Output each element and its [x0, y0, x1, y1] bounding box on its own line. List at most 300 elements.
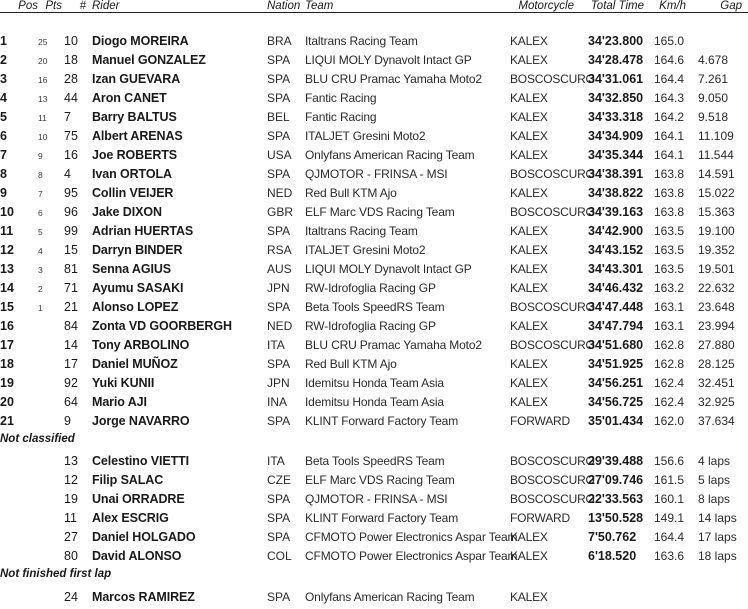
cell-nation: SPA [267, 166, 291, 181]
cell-team: Red Bull KTM Ajo [305, 185, 397, 200]
cell-kmh: 163.1 [654, 318, 685, 333]
cell-kmh: 163.5 [654, 242, 685, 257]
table-row[interactable] [0, 72, 748, 91]
cell-motorcycle: BOSCOSCURO [510, 454, 595, 469]
cell-rider-name: Celestino VIETTI [92, 454, 190, 469]
cell-kmh: 156.6 [654, 454, 685, 469]
cell-nation: ITA [267, 454, 285, 469]
cell-total-time: 34'56.251 [588, 375, 644, 390]
cell-position: 2 [0, 52, 7, 67]
cell-motorcycle: FORWARD [510, 413, 570, 428]
cell-motorcycle: KALEX [510, 90, 548, 105]
cell-position: 21 [0, 413, 14, 428]
cell-position: 19 [0, 375, 14, 390]
table-row[interactable] [0, 167, 748, 186]
cell-number: 9 [64, 413, 71, 428]
cell-points [38, 414, 64, 433]
cell-total-time: 7'50.762 [588, 530, 637, 545]
cell-rider-name: Izan GUEVARA [92, 71, 181, 86]
cell-team: LIQUI MOLY Dynavolt Intact GP [305, 261, 472, 276]
cell-number: 95 [64, 185, 78, 200]
cell-points [38, 511, 64, 530]
cell-kmh: 163.8 [654, 185, 685, 200]
cell-gap: 32.451 [698, 375, 735, 390]
cell-kmh: 164.3 [654, 90, 685, 105]
cell-number: 44 [64, 90, 78, 105]
cell-nation: SPA [267, 589, 291, 604]
cell-rider-name: Yuki KUNII [92, 375, 155, 390]
cell-position: 7 [0, 147, 7, 162]
cell-gap: 17 laps [698, 530, 737, 545]
cell-rider-name: Barry BALTUS [92, 109, 177, 124]
cell-nation: SPA [267, 299, 291, 314]
table-row[interactable] [0, 376, 748, 395]
cell-gap: 4.678 [698, 52, 729, 67]
cell-position: 13 [0, 261, 14, 276]
table-row[interactable] [0, 414, 748, 433]
cell-team: CFMOTO Power Electronics Aspar Team [305, 549, 518, 564]
cell-points: 20 [38, 55, 48, 66]
cell-motorcycle: BOSCOSCURO [510, 71, 595, 86]
cell-position: 6 [0, 128, 7, 143]
cell-number: 27 [64, 530, 78, 545]
cell-rider-name: Ivan ORTOLA [92, 166, 172, 181]
cell-team: ITALJET Gresini Moto2 [305, 242, 426, 257]
cell-rider-name: Tony ARBOLINO [92, 337, 190, 352]
cell-rider-name: Zonta VD GOORBERGH [92, 318, 232, 333]
cell-position [0, 473, 38, 492]
table-row[interactable] [0, 530, 748, 549]
cell-motorcycle: BOSCOSCURO [510, 299, 595, 314]
cell-nation: SPA [267, 530, 291, 545]
cell-gap: 19.100 [698, 223, 735, 238]
cell-number: 96 [64, 204, 78, 219]
cell-motorcycle: KALEX [510, 318, 548, 333]
cell-position: 17 [0, 337, 14, 352]
cell-team: Beta Tools SpeedRS Team [305, 454, 445, 469]
cell-kmh: 163.5 [654, 223, 685, 238]
cell-kmh: 163.5 [654, 261, 685, 276]
cell-total-time: 34'42.900 [588, 223, 644, 238]
cell-team: Idemitsu Honda Team Asia [305, 394, 444, 409]
cell-points: 10 [38, 131, 48, 142]
cell-kmh: 162.8 [654, 356, 685, 371]
cell-total-time: 35'01.434 [588, 413, 644, 428]
cell-number: 4 [64, 166, 71, 181]
cell-position [0, 590, 38, 609]
cell-rider-name: Alex ESCRIG [92, 511, 169, 526]
cell-rider-name: David ALONSO [92, 549, 182, 564]
cell-total-time: 34'56.725 [588, 394, 644, 409]
cell-number: 19 [64, 492, 78, 507]
spacer-cell [0, 13, 748, 34]
table-row[interactable] [0, 338, 748, 357]
cell-points [38, 454, 64, 473]
cell-points [38, 319, 64, 338]
cell-nation: SPA [267, 90, 291, 105]
cell-gap: 14 laps [698, 511, 737, 526]
cell-gap: 4 laps [698, 454, 731, 469]
section-label: Not classified [0, 432, 75, 445]
cell-number: 15 [64, 242, 78, 257]
cell-motorcycle: KALEX [510, 394, 548, 409]
cell-points: 16 [38, 74, 48, 85]
column-header-nation: Nation [267, 0, 301, 12]
cell-total-time: 34'38.822 [588, 185, 644, 200]
cell-kmh: 164.6 [654, 52, 685, 67]
cell-number: 75 [64, 128, 78, 143]
cell-points [38, 530, 64, 549]
cell-gap: 11.544 [698, 147, 734, 162]
cell-total-time: 29'39.488 [588, 454, 644, 469]
cell-points [38, 549, 64, 568]
cell-nation: BRA [267, 33, 292, 48]
cell-number: 16 [64, 147, 78, 162]
cell-number: 28 [64, 71, 78, 86]
cell-gap: 28.125 [698, 356, 735, 371]
cell-rider-name: Unai ORRADRE [92, 492, 185, 507]
cell-position: 11 [0, 223, 14, 238]
cell-total-time: 34'51.925 [588, 356, 644, 371]
cell-total-time: 34'38.391 [588, 166, 644, 181]
cell-team: Beta Tools SpeedRS Team [305, 299, 445, 314]
cell-rider-name: Manuel GONZALEZ [92, 52, 206, 67]
cell-position: 15 [0, 299, 14, 314]
column-header-number: # [79, 0, 86, 12]
cell-gap: 11.109 [698, 128, 734, 143]
table-row[interactable] [0, 454, 748, 473]
cell-position [0, 492, 38, 511]
cell-kmh: 163.2 [654, 280, 685, 295]
table-body [0, 13, 748, 609]
cell-kmh: 160.1 [654, 492, 685, 507]
cell-team: Fantic Racing [305, 90, 377, 105]
cell-motorcycle: BOSCOSCURO [510, 204, 595, 219]
cell-kmh: 162.8 [654, 337, 685, 352]
cell-rider-name: Filip SALAC [92, 473, 164, 488]
cell-points: 5 [38, 226, 43, 237]
cell-kmh: 163.8 [654, 166, 685, 181]
cell-rider-name: Diogo MOREIRA [92, 33, 189, 48]
cell-kmh: 164.2 [654, 109, 685, 124]
cell-points: 7 [38, 188, 43, 199]
cell-number: 7 [64, 109, 71, 124]
cell-total-time: 34'43.301 [588, 261, 644, 276]
cell-points: 11 [38, 112, 47, 123]
cell-total-time: 34'47.794 [588, 318, 644, 333]
cell-team: BLU CRU Pramac Yamaha Moto2 [305, 337, 482, 352]
cell-total-time: 34'47.448 [588, 299, 644, 314]
table-header [0, 0, 748, 13]
cell-gap: 32.925 [698, 394, 735, 409]
cell-total-time: 34'28.478 [588, 52, 644, 67]
table-row[interactable] [0, 129, 748, 148]
cell-number: 13 [64, 454, 78, 469]
cell-team: KLINT Forward Factory Team [305, 413, 459, 428]
cell-team: ELF Marc VDS Racing Team [305, 473, 455, 488]
cell-total-time: 34'34.909 [588, 128, 644, 143]
cell-number: 21 [64, 299, 78, 314]
cell-kmh: 164.1 [654, 147, 685, 162]
cell-position: 8 [0, 166, 7, 181]
cell-total-time: 34'43.152 [588, 242, 644, 257]
cell-points [38, 590, 64, 609]
section-label-row [0, 433, 748, 454]
cell-kmh [654, 590, 698, 609]
cell-position: 3 [0, 71, 7, 86]
cell-position [0, 549, 38, 568]
cell-kmh: 162.4 [654, 375, 685, 390]
cell-team: Italtrans Racing Team [305, 223, 418, 238]
cell-motorcycle: BOSCOSCURO [510, 166, 595, 181]
cell-position: 10 [0, 204, 14, 219]
cell-team: RW-Idrofoglia Racing GP [305, 318, 436, 333]
cell-number: 17 [64, 356, 78, 371]
section-label-row [0, 568, 748, 589]
cell-total-time: 13'50.528 [588, 511, 644, 526]
cell-motorcycle: KALEX [510, 223, 548, 238]
table-row[interactable] [0, 53, 748, 72]
table-row[interactable] [0, 549, 748, 568]
cell-nation: SPA [267, 128, 291, 143]
cell-gap: 27.880 [698, 337, 735, 352]
cell-points: 6 [38, 207, 43, 218]
header-row [0, 0, 748, 13]
table-row[interactable] [0, 262, 748, 281]
table-row[interactable] [0, 319, 748, 338]
cell-points [38, 473, 64, 492]
cell-motorcycle: BOSCOSCURO [510, 492, 595, 507]
cell-team: ITALJET Gresini Moto2 [305, 128, 426, 143]
cell-points: 3 [38, 264, 43, 275]
table-row[interactable] [0, 511, 748, 530]
cell-points: 1 [38, 302, 43, 313]
cell-motorcycle: KALEX [510, 147, 548, 162]
cell-nation: ITA [267, 337, 285, 352]
cell-team: BLU CRU Pramac Yamaha Moto2 [305, 71, 482, 86]
cell-total-time: 34'32.850 [588, 90, 644, 105]
cell-gap: 23.648 [698, 299, 735, 314]
cell-team: ELF Marc VDS Racing Team [305, 204, 455, 219]
cell-kmh: 164.4 [654, 71, 685, 86]
cell-kmh: 163.8 [654, 204, 685, 219]
cell-number: 80 [64, 549, 78, 564]
table-row[interactable] [0, 300, 748, 319]
cell-motorcycle: KALEX [510, 356, 548, 371]
cell-rider-name: Mario AJI [92, 394, 147, 409]
cell-gap [698, 590, 748, 609]
cell-points: 25 [38, 36, 48, 47]
table-row[interactable] [0, 473, 748, 492]
cell-team: CFMOTO Power Electronics Aspar Team [305, 530, 518, 545]
cell-motorcycle: BOSCOSCURO [510, 473, 595, 488]
cell-points [38, 395, 64, 414]
cell-motorcycle: KALEX [510, 261, 548, 276]
cell-motorcycle: KALEX [510, 242, 548, 257]
cell-motorcycle: KALEX [510, 530, 548, 545]
cell-nation: BEL [267, 109, 290, 124]
cell-points [38, 376, 64, 395]
cell-nation: RSA [267, 242, 292, 257]
cell-team: Idemitsu Honda Team Asia [305, 375, 444, 390]
table-row[interactable] [0, 243, 748, 262]
cell-gap: 15.363 [698, 204, 735, 219]
cell-team: LIQUI MOLY Dynavolt Intact GP [305, 52, 472, 67]
cell-points [38, 357, 64, 376]
column-header-gap: Gap [720, 0, 742, 12]
column-header-total-time: Total Time [590, 0, 644, 12]
cell-position: 4 [0, 90, 7, 105]
table-row[interactable] [0, 281, 748, 300]
cell-number: 81 [64, 261, 78, 276]
cell-gap: 9.518 [698, 109, 729, 124]
cell-gap: 8 laps [698, 492, 731, 507]
cell-motorcycle: KALEX [510, 33, 548, 48]
cell-gap: 15.022 [698, 185, 735, 200]
column-header-pts: Pts [45, 0, 62, 12]
cell-kmh: 149.1 [654, 511, 685, 526]
cell-number: 99 [64, 223, 78, 238]
cell-rider-name: Daniel HOLGADO [92, 530, 196, 545]
cell-kmh: 162.4 [654, 394, 685, 409]
cell-team: Onlyfans American Racing Team [305, 589, 475, 604]
cell-total-time: 34'51.680 [588, 337, 644, 352]
cell-nation: CZE [267, 473, 291, 488]
cell-motorcycle: BOSCOSCURO [510, 337, 595, 352]
table-row[interactable] [0, 34, 748, 53]
cell-position: 20 [0, 394, 14, 409]
cell-total-time [588, 590, 654, 609]
cell-team: Fantic Racing [305, 109, 377, 124]
cell-nation: SPA [267, 223, 291, 238]
cell-position: 5 [0, 109, 7, 124]
cell-gap: 19.352 [698, 242, 735, 257]
cell-total-time: 27'09.746 [588, 473, 644, 488]
cell-nation: NED [267, 318, 293, 333]
cell-points: 8 [38, 169, 43, 180]
cell-nation: JPN [267, 280, 290, 295]
cell-position: 18 [0, 356, 14, 371]
cell-number: 92 [64, 375, 78, 390]
cell-total-time: 34'39.163 [588, 204, 644, 219]
cell-nation: SPA [267, 52, 291, 67]
cell-gap: 23.994 [698, 318, 735, 333]
cell-rider-name: Ayumu SASAKI [92, 280, 184, 295]
cell-rider-name: Collin VEIJER [92, 185, 174, 200]
table-row[interactable] [0, 224, 748, 243]
cell-gap: 19.501 [698, 261, 735, 276]
cell-kmh: 162.0 [654, 413, 685, 428]
cell-nation: COL [267, 549, 292, 564]
cell-team: KLINT Forward Factory Team [305, 511, 459, 526]
cell-rider-name: Albert ARENAS [92, 128, 183, 143]
cell-number: 10 [64, 33, 78, 48]
cell-kmh: 164.1 [654, 128, 685, 143]
cell-number: 18 [64, 52, 78, 67]
cell-points: 2 [38, 283, 43, 294]
cell-points: 4 [38, 245, 43, 256]
table-row[interactable] [0, 110, 748, 129]
cell-gap: 22.632 [698, 280, 735, 295]
cell-nation: GBR [267, 204, 294, 219]
cell-points: 13 [38, 93, 48, 104]
column-header-rider: Rider [92, 0, 120, 12]
table-row[interactable] [0, 492, 748, 511]
table-row[interactable] [0, 395, 748, 414]
cell-motorcycle: KALEX [510, 280, 548, 295]
cell-nation: JPN [267, 375, 290, 390]
cell-total-time: 6'18.520 [588, 549, 637, 564]
cell-gap: 18 laps [698, 549, 737, 564]
cell-total-time: 34'31.061 [588, 71, 644, 86]
cell-position [0, 530, 38, 549]
cell-team: Onlyfans American Racing Team [305, 147, 475, 162]
cell-points [38, 338, 64, 357]
header-spacer [0, 13, 748, 34]
cell-team: Red Bull KTM Ajo [305, 356, 397, 371]
cell-nation: NED [267, 185, 293, 200]
cell-kmh: 161.5 [654, 473, 685, 488]
cell-number: 84 [64, 318, 78, 333]
cell-motorcycle: KALEX [510, 109, 548, 124]
table-row[interactable] [0, 357, 748, 376]
cell-points [38, 492, 64, 511]
cell-kmh: 164.4 [654, 530, 685, 545]
cell-position: 12 [0, 242, 14, 257]
column-header-pos: Pos [18, 0, 38, 12]
cell-number: 14 [64, 337, 78, 352]
cell-nation: SPA [267, 492, 291, 507]
cell-rider-name: Alonso LOPEZ [92, 299, 179, 314]
cell-position: 1 [0, 33, 7, 48]
cell-motorcycle: KALEX [510, 375, 548, 390]
cell-gap: 7.261 [698, 71, 729, 86]
cell-position [0, 454, 38, 473]
cell-team: RW-Idrofoglia Racing GP [305, 280, 436, 295]
cell-position: 9 [0, 185, 7, 200]
cell-number: 71 [64, 280, 78, 295]
cell-kmh: 165.0 [654, 33, 685, 48]
cell-nation: SPA [267, 356, 291, 371]
table-row[interactable] [0, 205, 748, 224]
cell-number: 64 [64, 394, 78, 409]
cell-motorcycle: KALEX [510, 589, 548, 604]
cell-rider-name: Joe ROBERTS [92, 147, 178, 162]
cell-position: 16 [0, 318, 14, 333]
cell-kmh: 163.6 [654, 549, 685, 564]
cell-gap: 9.050 [698, 90, 729, 105]
cell-rider-name: Jake DIXON [92, 204, 162, 219]
cell-team: Italtrans Racing Team [305, 33, 418, 48]
table-row[interactable] [0, 91, 748, 110]
cell-total-time: 22'33.563 [588, 492, 644, 507]
table-row[interactable] [0, 148, 748, 167]
cell-number: 11 [64, 511, 77, 526]
table-row[interactable] [0, 186, 748, 205]
cell-gap: 37.634 [698, 413, 735, 428]
cell-number: 24 [64, 589, 78, 604]
cell-points: 9 [38, 150, 43, 161]
column-header-motorcycle: Motorcycle [518, 0, 574, 12]
cell-rider-name: Jorge NAVARRO [92, 413, 190, 428]
table-row[interactable] [0, 590, 748, 609]
cell-rider-name: Daniel MUÑOZ [92, 356, 178, 371]
cell-rider-name: Senna AGIUS [92, 261, 172, 276]
cell-gap: 5 laps [698, 473, 731, 488]
cell-motorcycle: KALEX [510, 52, 548, 67]
cell-motorcycle: KALEX [510, 128, 548, 143]
cell-motorcycle: KALEX [510, 185, 548, 200]
